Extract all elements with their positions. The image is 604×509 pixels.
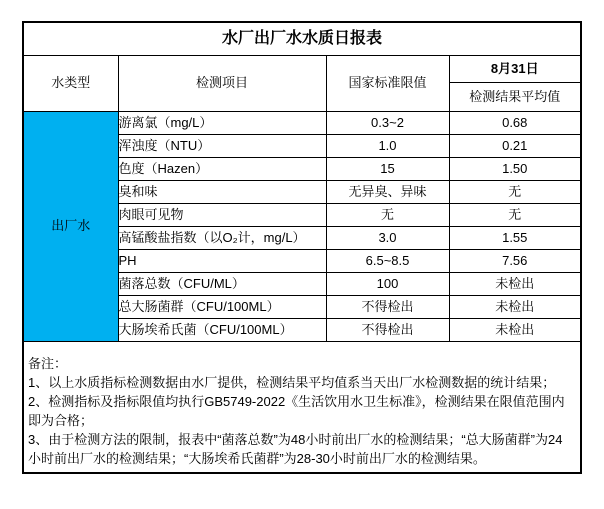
header-row [23, 56, 581, 83]
note-line: 1、以上水质指标检测数据由水厂提供，检测结果平均值系当天出厂水检测数据的统计结果； [28, 375, 556, 390]
note-line: 3、由于检测方法的限制，报表中“菌落总数”为48小时前出厂水的检测结果；“总大肠菌群”为24小时前出厂水的检测结果；“大肠埃希氏菌群”为28-30小时前出厂水的检测结果。 [28, 432, 563, 466]
result-cell: 无 [449, 181, 581, 204]
header-item: 检测项目 [118, 56, 326, 112]
note-line: 2、检测指标及指标限值均执行GB5749-2022《生活饮用水卫生标准》，检测结果在限值范围内即为合格； [28, 394, 565, 428]
notes-cell [23, 342, 581, 474]
title-row [23, 22, 581, 56]
header-date: 8月31日 [449, 56, 581, 83]
result-cell: 未检出 [449, 273, 581, 296]
notes-label: 备注： [28, 356, 68, 371]
item-cell: 总大肠菌群（CFU/100ML） [118, 296, 326, 319]
item-cell: 菌落总数（CFU/ML） [118, 273, 326, 296]
standard-cell: 0.3~2 [326, 112, 449, 135]
item-cell: 游离氯（mg/L） [118, 112, 326, 135]
standard-cell: 100 [326, 273, 449, 296]
result-cell: 未检出 [449, 319, 581, 342]
item-cell: 色度（Hazen） [118, 158, 326, 181]
standard-cell: 不得检出 [326, 319, 449, 342]
standard-cell: 3.0 [326, 227, 449, 250]
item-cell: 浑浊度（NTU） [118, 135, 326, 158]
standard-cell: 15 [326, 158, 449, 181]
item-cell: 臭和味 [118, 181, 326, 204]
result-cell: 1.50 [449, 158, 581, 181]
result-cell: 0.21 [449, 135, 581, 158]
standard-cell: 无异臭、异味 [326, 181, 449, 204]
water-type-cell: 出厂水 [23, 112, 118, 342]
notes-row [23, 342, 581, 474]
result-cell: 无 [449, 204, 581, 227]
standard-cell: 6.5~8.5 [326, 250, 449, 273]
result-cell: 0.68 [449, 112, 581, 135]
standard-cell: 1.0 [326, 135, 449, 158]
table-row [23, 112, 581, 135]
item-cell: 肉眼可见物 [118, 204, 326, 227]
header-water-type: 水类型 [23, 56, 118, 112]
water-quality-table [22, 21, 582, 474]
header-result: 检测结果平均值 [449, 83, 581, 112]
standard-cell: 不得检出 [326, 296, 449, 319]
result-cell: 7.56 [449, 250, 581, 273]
report-title: 水厂出厂水水质日报表 [23, 22, 581, 56]
item-cell: 大肠埃希氏菌（CFU/100ML） [118, 319, 326, 342]
standard-cell: 无 [326, 204, 449, 227]
result-cell: 1.55 [449, 227, 581, 250]
header-standard: 国家标准限值 [326, 56, 449, 112]
item-cell: PH [118, 250, 326, 273]
result-cell: 未检出 [449, 296, 581, 319]
item-cell: 高锰酸盐指数（以O₂计，mg/L） [118, 227, 326, 250]
